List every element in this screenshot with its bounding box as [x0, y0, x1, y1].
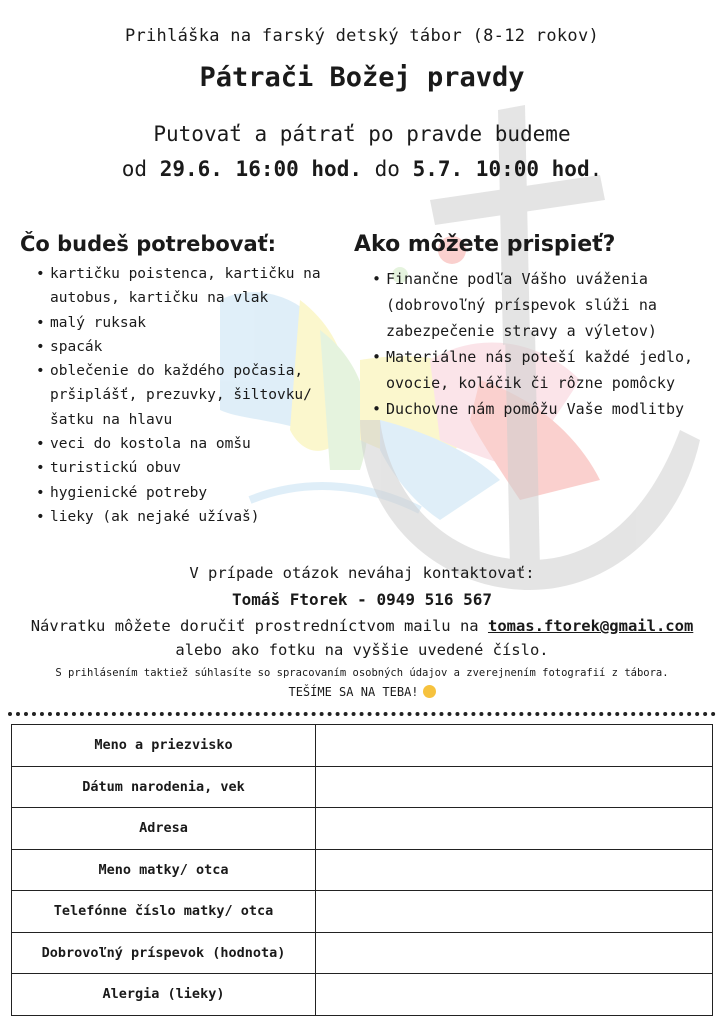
intro-to: do	[374, 157, 400, 181]
field-input[interactable]	[316, 891, 713, 933]
help-list	[372, 266, 712, 422]
field-label: Telefónne číslo matky/ otca	[12, 891, 316, 933]
list-item: • lieky (ak nejaké užívaš)	[36, 505, 336, 529]
needs-list	[36, 262, 336, 529]
table-row	[12, 725, 713, 767]
list-item: • malý ruksak	[36, 311, 336, 335]
intro-line-1: Putovať a pátrať po pravde budeme	[153, 122, 571, 146]
camp-title: Pátrači Božej pravdy	[199, 62, 525, 93]
table-row	[12, 974, 713, 1016]
help-heading: Ako môžete prispieť?	[354, 232, 616, 257]
form-subtitle: Prihláška na farský detský tábor (8-12 rokov)	[124, 26, 600, 46]
end-date: 5.7. 10:00 hod	[412, 157, 590, 181]
contact-intro: V prípade otázok neváhaj kontaktovať:	[189, 564, 535, 582]
list-item: • Duchovne nám pomôžu Vaše modlitby	[372, 396, 712, 422]
contact-email-line	[0, 617, 724, 635]
field-label: Dátum narodenia, vek	[12, 766, 316, 808]
list-item: • spacák	[36, 335, 336, 359]
field-input[interactable]	[316, 808, 713, 850]
field-input[interactable]	[316, 932, 713, 974]
email-link[interactable]: tomas.ftorek@gmail.com	[487, 617, 694, 635]
table-row	[12, 891, 713, 933]
list-item: • hygienické potreby	[36, 481, 336, 505]
field-input[interactable]	[316, 849, 713, 891]
list-item: • Materiálne nás poteší každé jedlo, ovocie, koláčik či rôzne pomôcky	[372, 344, 712, 396]
intro-period: .	[589, 157, 603, 181]
list-item: • turistickú obuv	[36, 456, 336, 480]
table-row	[12, 849, 713, 891]
registration-form	[11, 724, 713, 1016]
field-label: Adresa	[12, 808, 316, 850]
cheer-text: TEŠÍME SA NA TEBA!	[288, 685, 419, 699]
start-date: 29.6. 16:00 hod.	[159, 157, 362, 181]
consent-note: S prihlásením taktiež súhlasíte so spracovaním osobných údajov a zverejnením fotografií z tábora.	[55, 667, 669, 679]
contact-name-phone: Tomáš Ftorek - 0949 516 567	[231, 590, 493, 609]
table-row	[12, 808, 713, 850]
field-label: Meno matky/ otca	[12, 849, 316, 891]
field-label: Alergia (lieky)	[12, 974, 316, 1016]
contact-photo-line: alebo ako fotku na vyššie uvedené číslo.	[175, 641, 549, 659]
field-label: Dobrovoľný príspevok (hodnota)	[12, 932, 316, 974]
cut-divider	[8, 712, 716, 716]
field-input[interactable]	[316, 725, 713, 767]
intro-from: od	[121, 157, 148, 181]
list-item: • Finančne podľa Vášho uváženia (dobrovoľný príspevok slúži na zabezpečenie stravy a výletov)	[372, 266, 712, 344]
intro-line-2	[0, 157, 724, 181]
field-label: Meno a priezvisko	[12, 725, 316, 767]
table-row	[12, 932, 713, 974]
list-item: • veci do kostola na omšu	[36, 432, 336, 456]
list-item: • kartičku poistenca, kartičku na autobus, kartičku na vlak	[36, 262, 336, 311]
field-input[interactable]	[316, 766, 713, 808]
email-prefix: Návratku môžete doručiť prostredníctvom mailu na	[30, 617, 479, 635]
field-input[interactable]	[316, 974, 713, 1016]
needs-heading: Čo budeš potrebovať:	[20, 232, 277, 256]
table-row	[12, 766, 713, 808]
smile-emoji-icon	[423, 685, 436, 698]
cheer-line	[0, 685, 724, 699]
list-item: • oblečenie do každého počasia, pršiplášť, prezuvky, šiltovku/ šatku na hlavu	[36, 359, 336, 432]
